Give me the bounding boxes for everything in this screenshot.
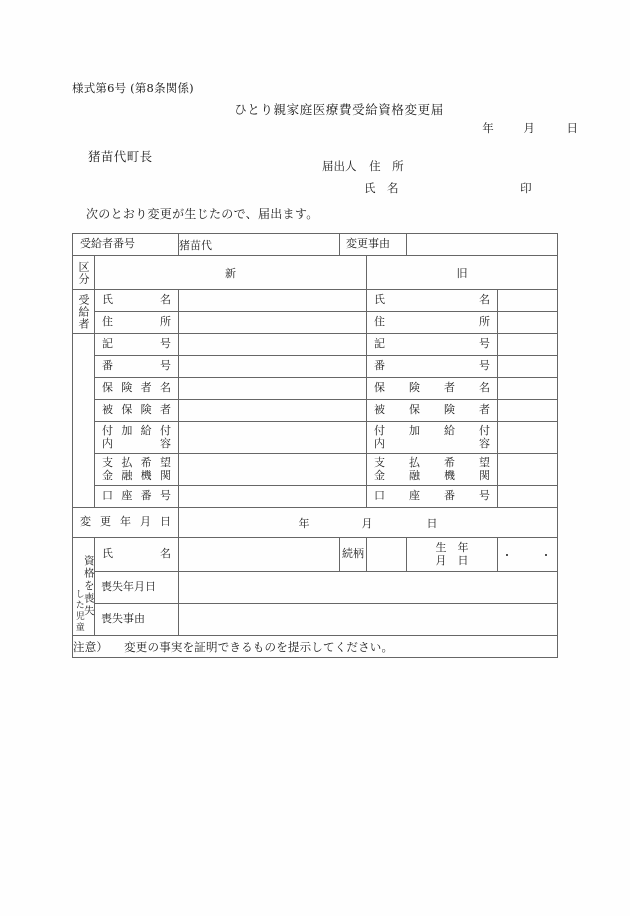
new-name-label-text: 氏 名 xyxy=(102,293,171,307)
old-address-label xyxy=(367,312,498,334)
old-symbol-label xyxy=(367,334,498,356)
new-insured-value[interactable] xyxy=(179,400,367,422)
old-number-label xyxy=(367,356,498,378)
table-row-additional-benefit xyxy=(73,422,558,454)
old-account-number-value[interactable] xyxy=(498,486,558,508)
table-row-account-number xyxy=(73,486,558,508)
recipient-number-label xyxy=(73,234,179,256)
header-date-month: 月 xyxy=(523,121,535,135)
new-additional-benefit-label-line1: 付 加 給 付 xyxy=(102,423,171,437)
old-insured-value[interactable] xyxy=(498,400,558,422)
table-row-recipient-number xyxy=(73,234,558,256)
old-account-number-label-text: 口 座 番 号 xyxy=(374,489,490,503)
column-header-new: 新 xyxy=(95,256,367,290)
old-payment-bank-label xyxy=(367,454,498,486)
note-text: 変更の事実を証明できるものを提示してください。 xyxy=(124,639,394,654)
note-label: 注意） xyxy=(73,639,109,654)
recipient-number-value[interactable]: 猪苗代 xyxy=(179,234,340,256)
loss-date-value[interactable] xyxy=(179,572,558,604)
new-payment-bank-label xyxy=(95,454,179,486)
submitter-label: 届出人 xyxy=(322,159,357,173)
new-symbol-label-text: 記 号 xyxy=(102,337,171,351)
change-date-day: 日 xyxy=(426,516,438,530)
change-reason-label xyxy=(340,234,407,256)
new-account-number-label-text: 口 座 番 号 xyxy=(102,489,171,503)
form-code: 様式第6号 (第8条関係) xyxy=(72,81,194,95)
birth-dot-2: ・ xyxy=(540,548,554,562)
intro-text: 次のとおり変更が生じたので、届出ます。 xyxy=(86,207,319,221)
form-table xyxy=(72,233,558,658)
old-insured-label xyxy=(367,400,498,422)
change-date-value[interactable] xyxy=(179,508,558,538)
table-row-loss-date xyxy=(73,572,558,604)
old-number-value[interactable] xyxy=(498,356,558,378)
header-date-day: 日 xyxy=(566,121,578,135)
old-address-value[interactable] xyxy=(498,312,558,334)
old-insurer-name-label-text: 保 険 者 名 xyxy=(374,381,490,395)
new-insured-label xyxy=(95,400,179,422)
submitter-name-line xyxy=(364,180,532,196)
loss-date-label-text: 喪失年月日 xyxy=(101,580,156,594)
new-additional-benefit-label-line2: 内 容 xyxy=(102,436,171,450)
new-insurer-name-label-text: 保 険 者 名 xyxy=(102,381,171,395)
change-date-year: 年 xyxy=(298,516,310,530)
old-payment-bank-label-line2: 金 融 機 関 xyxy=(374,468,490,482)
change-reason-label-text: 変更事由 xyxy=(346,237,390,251)
lost-child-relation-value[interactable] xyxy=(367,538,407,572)
new-payment-bank-label-line1: 支 払 希 望 xyxy=(102,455,171,469)
old-payment-bank-value[interactable] xyxy=(498,454,558,486)
lost-child-birth-label-line1: 生 年 xyxy=(435,541,469,555)
page-title: ひとり親家庭医療費受給資格変更届 xyxy=(234,102,444,117)
table-row-lost-child-name xyxy=(73,538,558,572)
lost-child-relation-label: 続柄 xyxy=(340,538,367,572)
change-date-label-text: 変 更 年 月 日 xyxy=(80,515,171,529)
change-date-month: 月 xyxy=(361,516,373,530)
seal-label: 印 xyxy=(520,181,532,195)
new-symbol-value[interactable] xyxy=(179,334,367,356)
lost-child-name-label xyxy=(95,538,179,572)
old-number-label-text: 番 号 xyxy=(374,359,490,373)
old-name-label-text: 氏 名 xyxy=(374,293,490,307)
new-address-label xyxy=(95,312,179,334)
old-address-label-text: 住 所 xyxy=(374,315,490,329)
old-name-value[interactable] xyxy=(498,290,558,312)
new-account-number-value[interactable] xyxy=(179,486,367,508)
loss-date-label xyxy=(95,572,179,604)
loss-reason-label-text: 喪失事由 xyxy=(101,612,145,626)
table-row-insured-person xyxy=(73,400,558,422)
new-payment-bank-value[interactable] xyxy=(179,454,367,486)
new-payment-bank-label-line2: 金 融 機 関 xyxy=(102,468,171,482)
loss-reason-label xyxy=(95,604,179,636)
lost-child-name-value[interactable] xyxy=(179,538,340,572)
old-additional-benefit-label-line2: 内 容 xyxy=(374,436,490,450)
old-symbol-label-text: 記 号 xyxy=(374,337,490,351)
table-row-insurance-number xyxy=(73,356,558,378)
loss-reason-value[interactable] xyxy=(179,604,558,636)
submitter-address-line xyxy=(322,158,404,174)
new-number-value[interactable] xyxy=(179,356,367,378)
new-insurer-name-label xyxy=(95,378,179,400)
table-row-category xyxy=(73,256,558,290)
new-insurer-name-value[interactable] xyxy=(179,378,367,400)
table-row-note xyxy=(73,636,558,658)
insurance-side-spacer xyxy=(73,334,95,508)
lost-child-side-label xyxy=(73,538,95,636)
new-insured-label-text: 被 保 険 者 xyxy=(102,403,171,417)
new-additional-benefit-value[interactable] xyxy=(179,422,367,454)
old-payment-bank-label-line1: 支 払 希 望 xyxy=(374,455,490,469)
table-row-change-date xyxy=(73,508,558,538)
old-name-label xyxy=(367,290,498,312)
lost-child-birth-value[interactable] xyxy=(498,538,558,572)
recipient-side-label: 受給者 xyxy=(73,290,95,334)
birth-dot-1: ・ xyxy=(501,548,515,562)
lost-child-name-label-text: 氏 名 xyxy=(102,547,171,561)
lost-child-birth-label xyxy=(407,538,498,572)
table-row-recipient-address xyxy=(73,312,558,334)
new-symbol-label xyxy=(95,334,179,356)
new-address-label-text: 住 所 xyxy=(102,315,171,329)
new-name-label xyxy=(95,290,179,312)
header-date-year: 年 xyxy=(482,121,494,135)
old-additional-benefit-label xyxy=(367,422,498,454)
change-date-label xyxy=(73,508,179,538)
lost-child-side-label-main: 資格を喪失 xyxy=(82,555,95,618)
old-insurer-name-value[interactable] xyxy=(498,378,558,400)
old-insured-label-text: 被 保 険 者 xyxy=(374,403,490,417)
new-name-value[interactable] xyxy=(179,290,367,312)
old-account-number-label xyxy=(367,486,498,508)
addressee: 猪苗代町長 xyxy=(88,149,153,164)
new-number-label-text: 番 号 xyxy=(102,359,171,373)
category-label: 区分 xyxy=(73,256,95,290)
new-account-number-label xyxy=(95,486,179,508)
table-row-insurance-symbol xyxy=(73,334,558,356)
new-additional-benefit-label xyxy=(95,422,179,454)
new-address-value[interactable] xyxy=(179,312,367,334)
table-row-insurer-name xyxy=(73,378,558,400)
recipient-number-label-text: 受給者番号 xyxy=(80,237,135,251)
table-row-recipient-name xyxy=(73,290,558,312)
old-insurer-name-label xyxy=(367,378,498,400)
note-cell xyxy=(73,636,558,658)
submitter-name-label: 氏 名 xyxy=(364,181,399,195)
header-date-line xyxy=(482,120,578,136)
old-additional-benefit-value[interactable] xyxy=(498,422,558,454)
change-reason-value[interactable] xyxy=(407,234,558,256)
column-header-old: 旧 xyxy=(367,256,558,290)
old-symbol-value[interactable] xyxy=(498,334,558,356)
form-table-wrapper xyxy=(72,233,557,658)
table-row-loss-reason xyxy=(73,604,558,636)
lost-child-side-label-inner xyxy=(73,538,94,635)
lost-child-side-label-sub: した児童 xyxy=(73,589,84,633)
lost-child-birth-label-line2: 月 日 xyxy=(435,553,469,567)
new-number-label xyxy=(95,356,179,378)
table-row-payment-bank xyxy=(73,454,558,486)
old-additional-benefit-label-line1: 付 加 給 付 xyxy=(374,423,490,437)
change-date-ymd xyxy=(179,515,557,531)
submitter-address-label: 住 所 xyxy=(369,159,404,173)
